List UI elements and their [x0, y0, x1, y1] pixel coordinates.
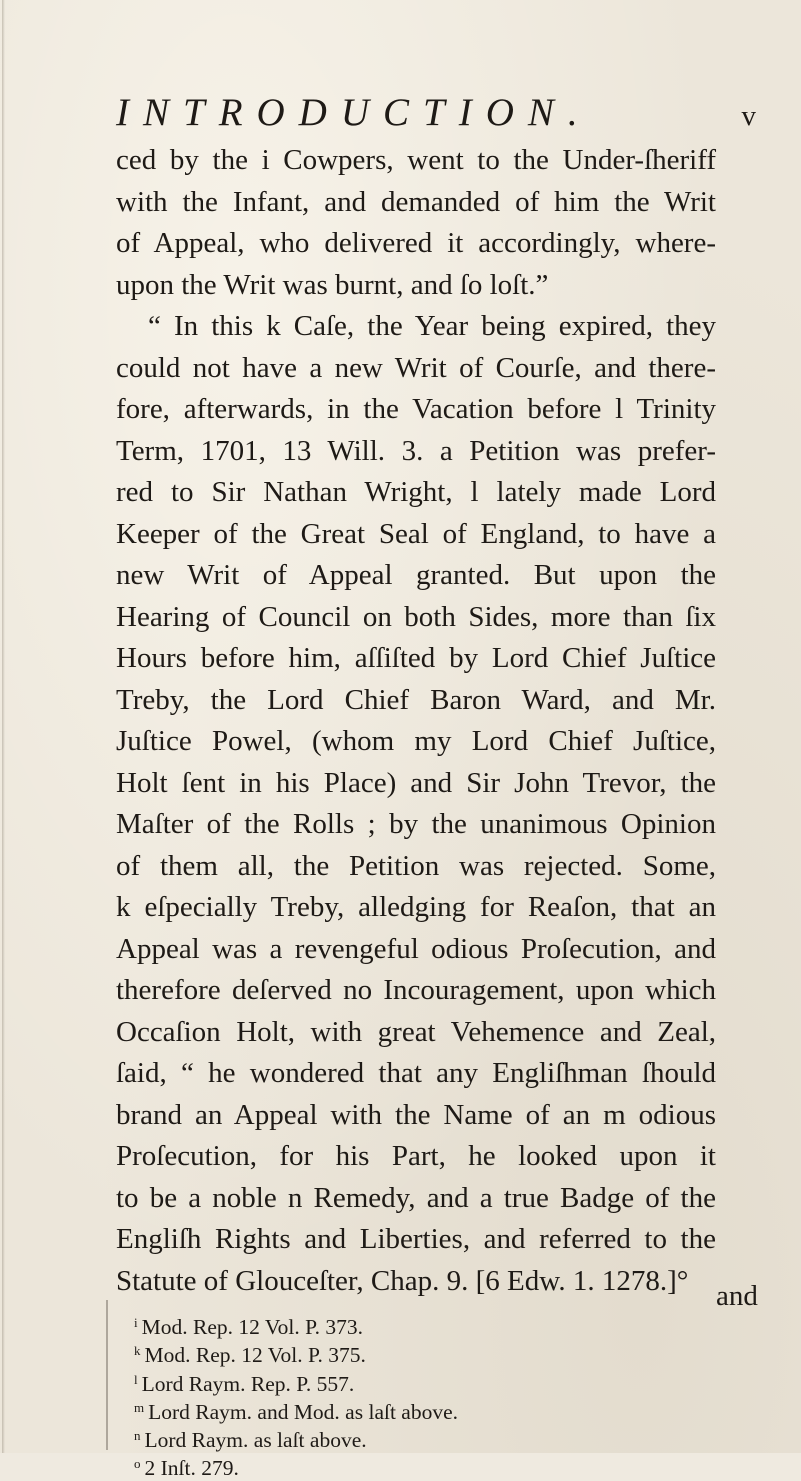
text-line: Occaſion Holt, with great Vehemence and Zeal,: [116, 1015, 716, 1048]
text-line: k eſpecially Treby, alledging for Reaſon, that an: [116, 891, 716, 923]
text-line: Juſtice Powel, (whom my Lord Chief Juſtice,: [116, 725, 716, 757]
footnote-marker: k: [134, 1343, 141, 1359]
text-line: new Writ of Appeal granted. But upon the: [116, 559, 716, 591]
text-line: Keeper of the Great Seal of England, to have a: [116, 517, 716, 550]
footnote: [120, 1368, 680, 1396]
footnote: [120, 1339, 680, 1367]
footnote: [120, 1396, 680, 1424]
text-line: with the Infant, and demanded of him the Writ: [116, 185, 716, 218]
text-line: could not have a new Writ of Courſe, and there-: [116, 351, 716, 384]
text-line: Hearing of Council on both Sides, more than ſix: [116, 600, 716, 633]
footnotes: [120, 1311, 680, 1481]
text-line: brand an Appeal with the Name of an m odious: [116, 1098, 716, 1131]
footnote: [120, 1452, 680, 1480]
text-line: of Appeal, who delivered it accordingly, where-: [116, 227, 716, 259]
text-line: ced by the i Cowpers, went to the Under-ſheriff: [116, 144, 716, 176]
text-line: Term, 1701, 13 Will. 3. a Petition was prefer-: [116, 434, 716, 467]
page-number: v: [741, 100, 756, 132]
footnote-marker: o: [134, 1456, 141, 1472]
footnote-text: 2 Inſt. 279.: [144, 1456, 239, 1481]
page-gutter: [2, 0, 5, 1453]
text-line: Treby, the Lord Chief Baron Ward, and Mr.: [116, 683, 716, 716]
footnote-text: Lord Raym. as laſt above.: [144, 1428, 367, 1453]
text-line: therefore deſerved no Incouragement, upon which: [116, 974, 716, 1006]
body-text: [116, 140, 716, 1302]
text-line: fore, afterwards, in the Vacation before l Trinity: [116, 393, 716, 425]
text-line: upon the Writ was burnt, and ſo loſt.”: [116, 268, 549, 301]
footnote-text: Mod. Rep. 12 Vol. P. 373.: [141, 1315, 364, 1339]
text-line: to be a noble n Remedy, and a true Badge of the: [116, 1181, 716, 1214]
text-line: Holt ſent in his Place) and Sir John Trevor, the: [116, 766, 716, 799]
text-line: Statute of Glouceſter, Chap. 9. [6 Edw. 1. 1278.]°: [116, 1264, 689, 1297]
text-line: ſaid, “ he wondered that any Engliſhman ſhould: [116, 1057, 716, 1089]
text-line: of them all, the Petition was rejected. Some,: [116, 849, 716, 882]
running-title: INTRODUCTION.: [116, 91, 592, 134]
footnote-text: Lord Raym. Rep. P. 557.: [141, 1371, 355, 1396]
page-header: [116, 88, 756, 138]
footnote-marker: n: [134, 1428, 141, 1444]
footnote-marker: m: [134, 1399, 145, 1415]
text-line: Hours before him, aſſiſted by Lord Chief Juſtice: [116, 642, 716, 674]
text-line: Engliſh Rights and Liberties, and referred to the: [116, 1223, 716, 1255]
footnote: [120, 1311, 680, 1339]
footnote: [120, 1424, 680, 1452]
footnote-marker: i: [134, 1315, 138, 1330]
footnote-marker: l: [134, 1371, 138, 1387]
footnote-text: Mod. Rep. 12 Vol. P. 375.: [144, 1343, 366, 1368]
text-line: red to Sir Nathan Wright, l lately made Lord: [116, 476, 716, 508]
catchword: and: [716, 1280, 758, 1312]
text-line: Proſecution, for his Part, he looked upon it: [116, 1140, 716, 1172]
text-line: Maſter of the Rolls ; by the unanimous Opinion: [116, 808, 716, 840]
footnote-text: Lord Raym. and Mod. as laſt above.: [148, 1399, 459, 1424]
text-line: Appeal was a revengeful odious Proſecution, and: [116, 932, 716, 965]
text-line: “ In this k Caſe, the Year being expired, they: [148, 310, 716, 342]
footnote-rule: [106, 1300, 108, 1450]
